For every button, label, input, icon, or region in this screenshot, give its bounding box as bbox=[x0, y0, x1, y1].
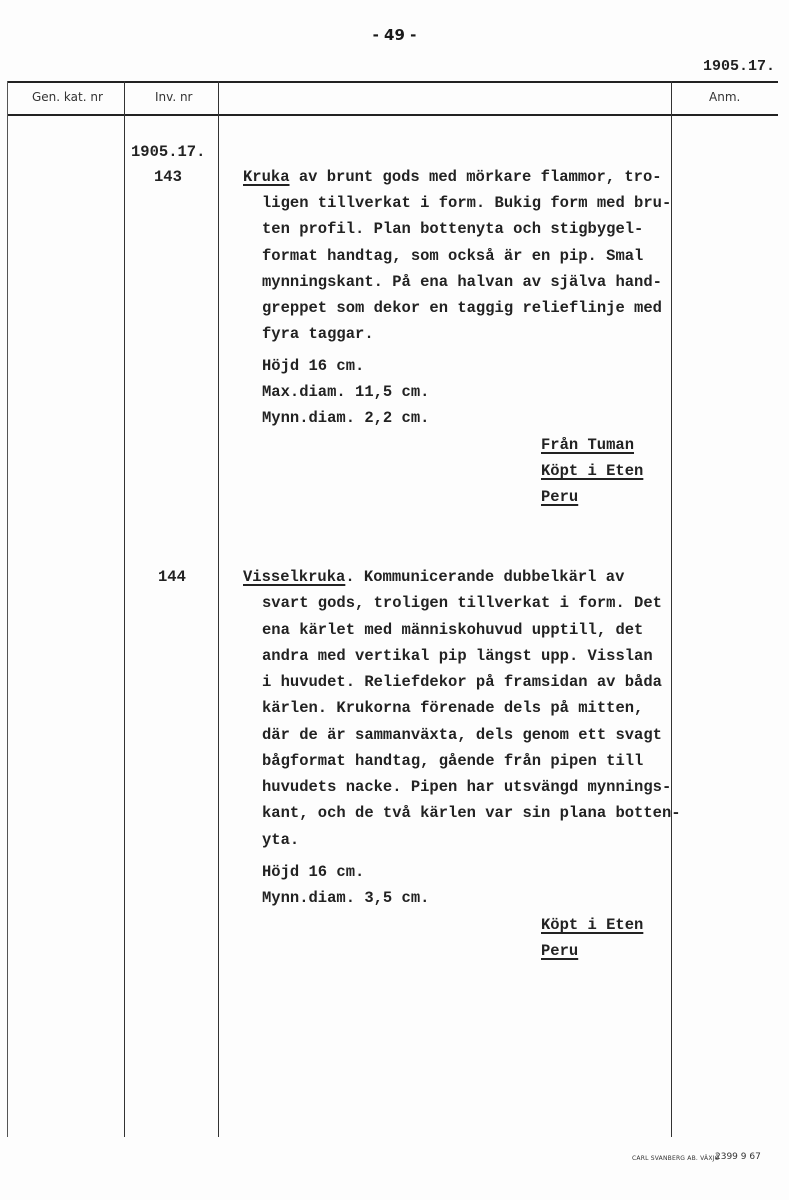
entry-measurement: Höjd 16 cm. bbox=[262, 357, 365, 375]
printer-imprint: CARL SVANBERG AB. VÄXJÖ bbox=[632, 1155, 720, 1162]
table-left-border bbox=[7, 81, 8, 1137]
entry-provenance: Peru bbox=[541, 488, 579, 506]
column-divider-gen-inv bbox=[124, 81, 125, 1137]
entry-description-line: greppet som dekor en taggig relieflinje med bbox=[262, 299, 662, 317]
column-divider-desc-anm bbox=[671, 81, 672, 1137]
entry-description-line: kärlen. Krukorna förenade dels på mitten, bbox=[262, 699, 644, 717]
entry-provenance: Köpt i Eten bbox=[541, 916, 644, 934]
header-gen-kat-nr: Gen. kat. nr bbox=[32, 90, 103, 104]
entry-provenance: Köpt i Eten bbox=[541, 462, 644, 480]
entry-measurement: Mynn.diam. 2,2 cm. bbox=[262, 409, 430, 427]
entry-measurement: Höjd 16 cm. bbox=[262, 863, 365, 881]
entry-description-line: ligen tillverkat i form. Bukig form med bru- bbox=[262, 194, 672, 212]
entry-first-line bbox=[243, 568, 624, 586]
entry-description-line: ten profil. Plan bottenyta och stigbygel- bbox=[262, 220, 644, 238]
entry-provenance: Från Tuman bbox=[541, 436, 635, 454]
entry-description-line: bågformat handtag, gående från pipen till bbox=[262, 752, 644, 770]
entry-description-line: format handtag, som också är en pip. Smal bbox=[262, 247, 644, 265]
entry-title: Visselkruka bbox=[243, 568, 346, 586]
entry-title: Kruka bbox=[243, 168, 290, 186]
entry-inv-nr: 143 bbox=[154, 168, 182, 186]
entry-measurement: Max.diam. 11,5 cm. bbox=[262, 383, 430, 401]
page-number: - 49 - bbox=[372, 26, 417, 44]
entry-description-line: huvudets nacke. Pipen har utsvängd mynnings- bbox=[262, 778, 672, 796]
form-number: 2399 9 67 bbox=[715, 1152, 761, 1162]
entry-first-line-rest: av brunt gods med mörkare flammor, tro- bbox=[289, 168, 662, 186]
header-anm: Anm. bbox=[709, 90, 741, 104]
entry-description-line: i huvudet. Reliefdekor på framsidan av båda bbox=[262, 673, 662, 691]
entry-first-line-rest: . Kommunicerande dubbelkärl av bbox=[345, 568, 625, 586]
entry-description-line: svart gods, troligen tillverkat i form. Det bbox=[262, 594, 662, 612]
entry-provenance: Peru bbox=[541, 942, 579, 960]
entry-description-line: andra med vertikal pip längst upp. Visslan bbox=[262, 647, 653, 665]
header-inv-nr: Inv. nr bbox=[155, 90, 193, 104]
entry-description-line: ena kärlet med människohuvud upptill, det bbox=[262, 621, 644, 639]
entry-inv-nr: 144 bbox=[158, 568, 186, 586]
entry-description-line: mynningskant. På ena halvan av själva hand- bbox=[262, 273, 662, 291]
entry-measurement: Mynn.diam. 3,5 cm. bbox=[262, 889, 430, 907]
entry-first-line bbox=[243, 168, 662, 186]
entry-description-line: där de är sammanväxta, dels genom ett svagt bbox=[262, 726, 662, 744]
entry-description-line: fyra taggar. bbox=[262, 325, 374, 343]
accession-reference: 1905.17. bbox=[702, 58, 775, 75]
entry-description-line: kant, och de två kärlen var sin plana botten- bbox=[262, 804, 681, 822]
entry-description-line: yta. bbox=[262, 831, 300, 849]
column-divider-inv-desc bbox=[218, 81, 219, 1137]
entry-accession: 1905.17. bbox=[131, 143, 206, 161]
